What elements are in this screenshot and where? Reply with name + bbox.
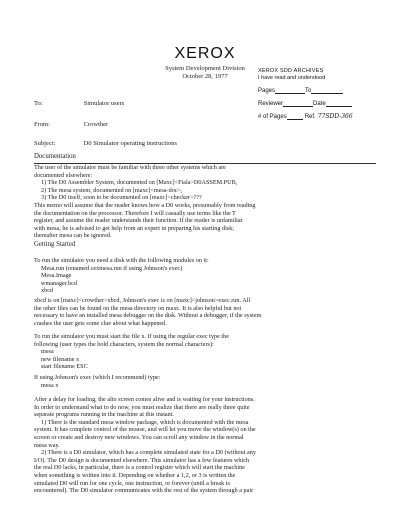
command-line: mesa	[41, 348, 54, 356]
text-line: the other files can be found on the mesa directory on maxc. It is also helpful but not	[34, 304, 242, 312]
module-line: xbcd	[41, 287, 54, 295]
stamp-reviewer-row	[258, 99, 376, 107]
text-line: The user of the simulator must be familiar with three other systems which are	[34, 164, 226, 171]
text-line: the documentation on the processor. Therefore I will casually use terms like the T	[34, 209, 236, 217]
text-line: 1) The D0 Assembler System, documented on [Maxc]<Fiala>D0ASSEM.PUB,	[41, 179, 238, 187]
stamp-reviewer-blank	[283, 99, 313, 107]
module-line: Mesa.run (renamed cexmesa.run if using Johnson's exec)	[41, 264, 183, 272]
to-value: Simulator users	[83, 100, 125, 107]
from-label: From:	[34, 121, 50, 128]
paragraph-programs	[34, 396, 376, 495]
text-line: when something is written into it. Depending on whether a 1,2, or 3 is written the	[34, 471, 236, 479]
text-line: screen or create and destroy new windows. You can scroll any window in the normal	[34, 433, 244, 441]
text-line: register, and assume the reader understands their function. If the reader is unfamiliar	[34, 217, 243, 225]
paragraph-documentation	[34, 164, 376, 240]
stamp-to-blank	[311, 86, 343, 94]
stamp-num-pages-label: # of Pages	[258, 114, 287, 120]
text-line: necessary to have an installed mesa debugger on the disk. Without a debugger, if the system	[34, 312, 262, 320]
from-value: Crowther	[83, 121, 109, 128]
paragraph-run-johnson	[34, 374, 376, 389]
archive-stamp	[258, 68, 376, 120]
memo-from	[34, 121, 108, 128]
text-line: the real D0 lacks, in particular, there is a control register which will start the machine	[34, 464, 245, 472]
text-line: with mesa, he is advised to get help from an expert in preparing his starting disk;	[34, 224, 235, 232]
text-line: This memo will assume that the reader knows how a D0 works, presumably from reading	[34, 201, 256, 209]
command-line: start filename ESC	[41, 363, 88, 371]
stamp-statement: I have read and understood	[258, 75, 326, 81]
stamp-pages-label: Pages	[258, 88, 276, 94]
memo-date: October 28, 1977	[182, 73, 228, 80]
to-label: To:	[34, 100, 43, 107]
text-line: separate programs running in the machine at this instant.	[34, 411, 175, 419]
text-line: 3) The D0 itself, soon to be documented on [maxc]<checker>???	[41, 194, 202, 202]
command-line: new filename x	[41, 355, 80, 363]
text-line: thereafter mesa can be ignored.	[34, 232, 112, 240]
text-line: In order to understand what to do now, you must realize that there are really three quite	[34, 403, 250, 411]
text-line: crashes the user gets some clue about what happened.	[34, 319, 167, 327]
text-line: To run the simulator you must start the file x. If using the regular exec type the	[34, 333, 229, 340]
text-line: encountered). The D0 simulator communicates with the rest of the system through a pair	[34, 487, 254, 495]
text-line: xbcd is on [maxc]<crowther>xbcd, Johnson's exec is on [maxc]<johnson>exec.run. All	[34, 297, 251, 304]
text-line: following (user types the bold characters, system the normal characters):	[34, 340, 214, 348]
stamp-pages-blank	[275, 86, 305, 94]
stamp-pages-row	[258, 86, 376, 94]
text-line: system. It has complete control of the mouse, and will let you move the window(s) on the	[34, 426, 256, 434]
stamp-ref-handwritten: 77SDD-366	[317, 113, 353, 120]
memo-subject	[34, 140, 177, 147]
stamp-date-label: Date	[313, 101, 326, 107]
text-line: I/O). The D0 design is documented elsewhere. This simulator has a few features which	[34, 456, 250, 464]
stamp-to-label: To	[305, 88, 312, 94]
stamp-ref-row	[258, 112, 376, 120]
division-name: System Development Division	[165, 65, 245, 72]
text-line: 2) There is a D0 simulator, which has a complete simulated state for a D0 (without any	[41, 449, 256, 457]
stamp-date-blank	[326, 99, 352, 107]
text-line: 2) The mesa system, documented on [maxc]<mesa-doc>,	[41, 186, 183, 194]
text-line: 1) There is the standard mesa window package, which is documented with the mesa	[41, 418, 249, 426]
paragraph-run-regular	[34, 333, 376, 371]
stamp-reviewer-label: Reviewer	[258, 101, 284, 107]
text-line: If using Johnson's exec (which I recommend) type:	[34, 374, 161, 381]
text-line: documented elsewhere:	[34, 171, 93, 179]
subject-label: Subject:	[34, 140, 56, 147]
stamp-title: XEROX SDD ARCHIVES	[258, 68, 324, 74]
subject-value: D0 Simulator operating instructions	[83, 140, 177, 147]
text-line: After a delay for loading, the alto screen comes alive and is waiting for your instructions.	[34, 396, 255, 403]
text-line: simulated D0 will run for one cycle, one instruction, or forever (until a break is	[34, 479, 230, 487]
command-line: mesa x	[41, 381, 59, 389]
stamp-num-pages-blank	[287, 112, 303, 120]
section-getting-started: Getting Started	[34, 241, 76, 248]
paragraph-locations	[34, 297, 376, 327]
text-line: To run the simulator you need a disk with the following modules on it:	[34, 257, 209, 264]
module-line: Mesa.Image	[41, 272, 72, 280]
memo-to	[34, 100, 124, 107]
xerox-logo: XEROX	[174, 45, 236, 62]
paragraph-modules	[34, 257, 376, 295]
stamp-ref-label: Ref.	[304, 114, 316, 120]
text-line: mesa way.	[34, 441, 60, 449]
module-line: wmanager.bcd	[41, 279, 77, 287]
section-documentation: Documentation	[34, 153, 76, 160]
